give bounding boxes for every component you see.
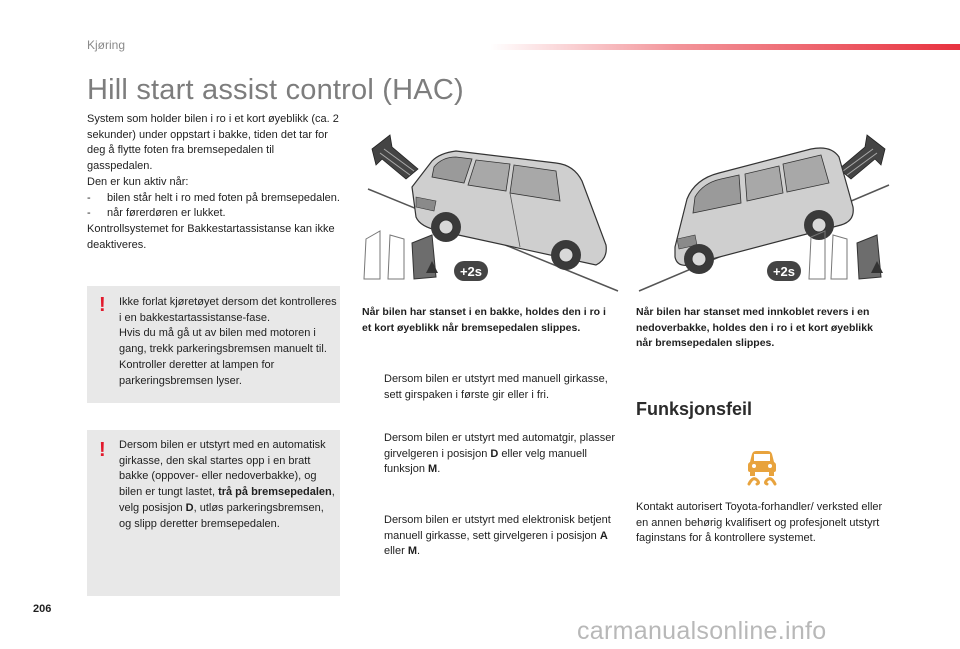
timer-icon bbox=[767, 261, 801, 281]
instruction-item: Dersom bilen er utstyrt med elektronisk betjent manuell girkasse, sett girvelgeren i posisjon A eller M. bbox=[362, 513, 620, 560]
instruction-item: Dersom bilen er utstyrt med manuell girkasse, sett girspaken i første gir eller i fri. bbox=[362, 372, 620, 403]
warning-text: Dersom bilen er utstyrt med en automatisk girkasse, den skal startes opp i en bratt bakke (oppover- eller nedoverbakke), og bilen er tungt lastet, trå på bremsepedalen, velg posisjon D, utløs parkeringsbremsen, og slipp deretter bremsepedalen. bbox=[119, 439, 335, 530]
bullet-marker bbox=[362, 513, 384, 560]
warning-box bbox=[87, 286, 340, 403]
section-label: Kjøring bbox=[87, 38, 126, 52]
condition-item: - når førerdøren er lukket. bbox=[87, 206, 342, 222]
skid-warning-icon bbox=[743, 450, 781, 486]
pedals-icon bbox=[364, 231, 438, 279]
warning-icon: ! bbox=[99, 439, 106, 461]
timer-label: +2s bbox=[459, 264, 483, 279]
van-icon bbox=[412, 151, 606, 270]
bullet-marker bbox=[362, 372, 384, 403]
reverse-arrow-icon bbox=[839, 135, 885, 179]
page-number: 206 bbox=[33, 603, 52, 615]
uphill-arrow-icon bbox=[372, 135, 418, 179]
downhill-caption: Når bilen har stanset med innkoblet revers i en nedoverbakke, holdes den i ro i et kort øyeblikk når bremsepedalen slippes. bbox=[636, 306, 873, 349]
warning-box bbox=[87, 430, 340, 596]
uphill-illustration bbox=[360, 127, 622, 297]
intro-active-when: Den er kun aktiv når: bbox=[87, 175, 189, 188]
condition-item: - bilen står helt i ro med foten på bremsepedalen. bbox=[87, 191, 342, 207]
malfunction-text: Kontakt autorisert Toyota-forhandler/ verksted eller en annen behørig kvalifisert og profesjonelt utstyrt faginstans for å kontrollere systemet. bbox=[636, 501, 883, 545]
warning-text: Ikke forlat kjøretøyet dersom det kontrolleres i en bakkestartassistanse-fase. Hvis du må gå ut av bilen med motoren i gang, trekk parkeringsbremsen manuelt til. Kontroller deretter at lampen for parkeringsbremsen lyser. bbox=[119, 296, 337, 387]
header-accent-bar bbox=[490, 44, 960, 50]
intro-closing: Kontrollsystemet for Bakkestartassistanse kan ikke deaktiveres. bbox=[87, 222, 335, 251]
dash-marker: - bbox=[87, 207, 91, 220]
intro-text bbox=[87, 112, 342, 253]
warning-icon: ! bbox=[99, 294, 106, 316]
timer-label: +2s bbox=[772, 264, 796, 279]
timer-icon bbox=[454, 261, 488, 281]
page-title: Hill start assist control (HAC) bbox=[87, 74, 464, 106]
bullet-marker bbox=[362, 431, 384, 478]
downhill-illustration bbox=[635, 127, 897, 297]
instruction-item: Dersom bilen er utstyrt med automatgir, plasser girvelgeren i posisjon D eller velg manuell funksjon M. bbox=[362, 431, 620, 478]
malfunction-heading: Funksjonsfeil bbox=[636, 399, 753, 419]
intro-paragraph: System som holder bilen i ro i et kort øyeblikk (ca. 2 sekunder) under oppstart i bakke, tiden det tar for deg å flytte foten fra bremsepedalen til gasspedalen. bbox=[87, 113, 339, 173]
uphill-caption: Når bilen har stanset i en bakke, holdes den i ro i et kort øyeblikk når bremsepedalen slippes. bbox=[362, 306, 606, 334]
watermark: carmanualsonline.info bbox=[577, 617, 827, 645]
dash-marker: - bbox=[87, 191, 91, 204]
van-icon bbox=[675, 148, 853, 274]
